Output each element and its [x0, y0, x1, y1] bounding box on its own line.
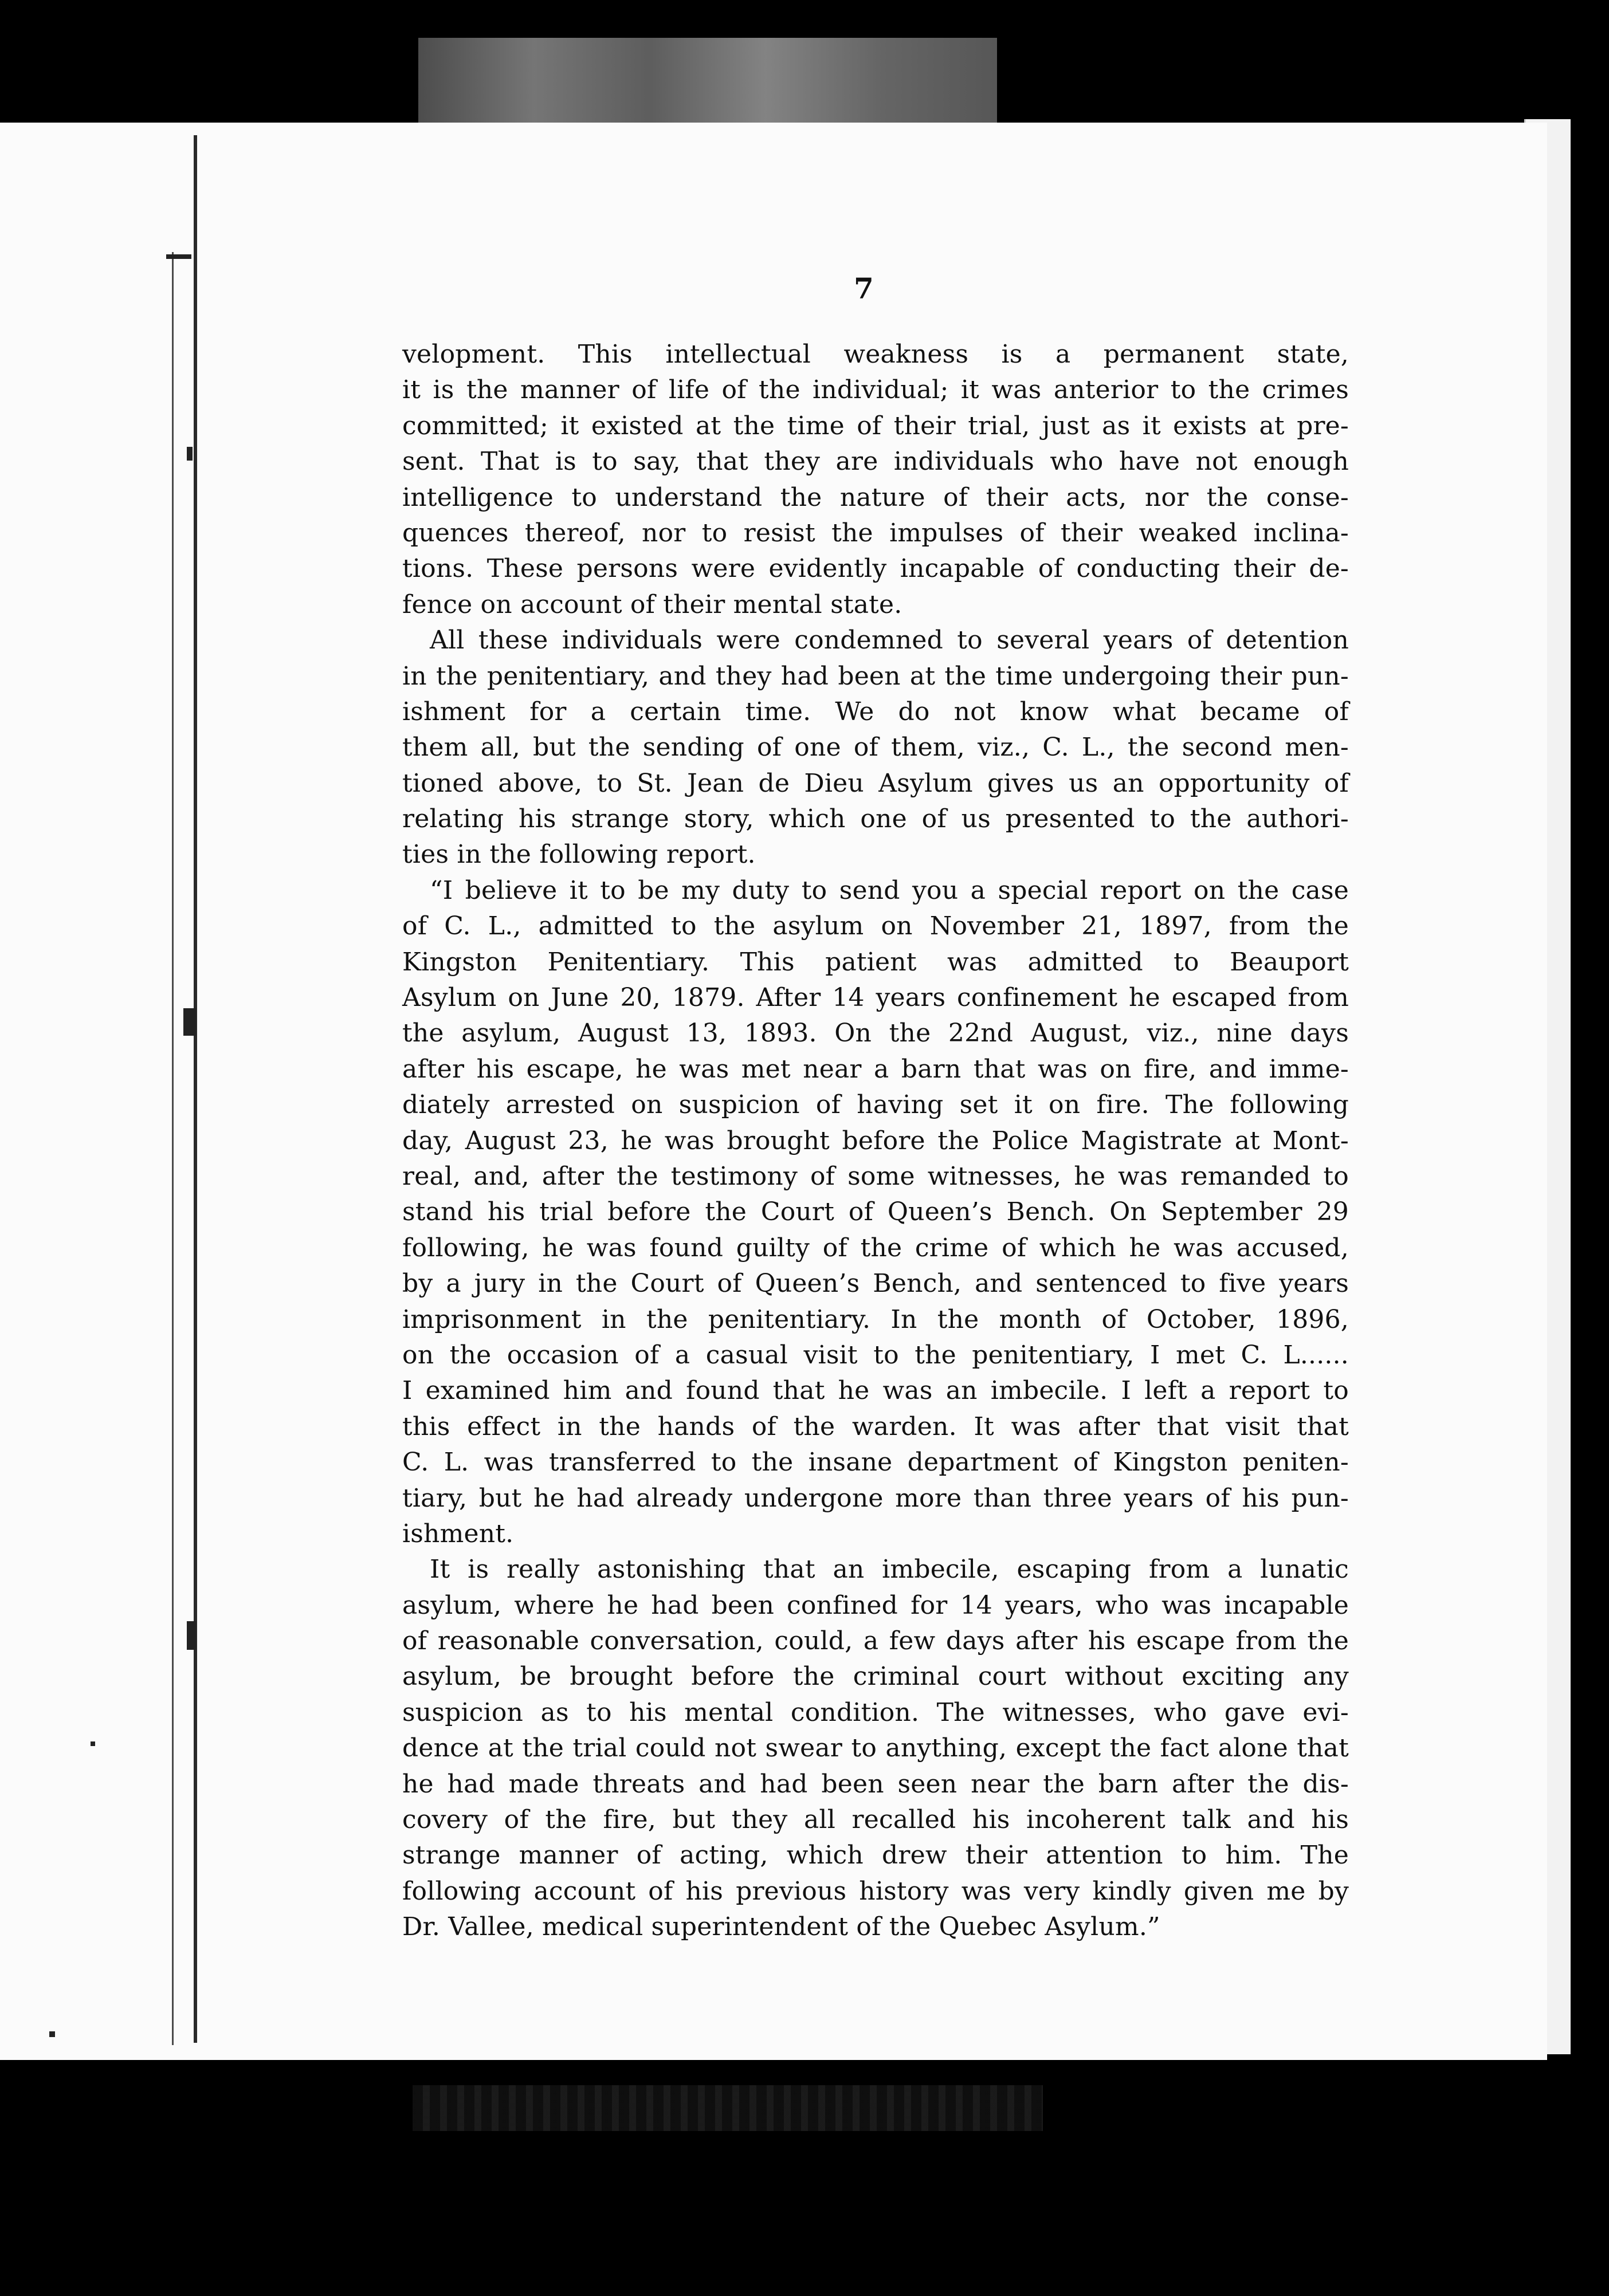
- text-line: real, and, after the testimony of some witnesses, he was remanded to: [402, 1161, 1349, 1191]
- text-line: following account of his previous history was very kindly given me by: [402, 1876, 1349, 1906]
- text-line: asylum, be brought before the criminal court without exciting any: [402, 1662, 1349, 1692]
- text-line: tiary, but he had already undergone more than three years of his pun-: [402, 1483, 1349, 1513]
- text-line: quences thereof, nor to resist the impulses of their weaked inclina-: [402, 518, 1349, 548]
- text-line: suspicion as to his mental condition. The witnesses, who gave evi-: [402, 1697, 1349, 1727]
- scan-bottom-noise: [413, 2085, 1043, 2131]
- paragraph: [402, 623, 1349, 873]
- margin-mark: [91, 1741, 95, 1746]
- text-line: sent. That is to say, that they are individuals who have not enough: [402, 447, 1349, 477]
- text-line: intelligence to understand the nature of their acts, nor the conse-: [402, 482, 1349, 512]
- binding-edge: [194, 135, 197, 2043]
- text-line: “I believe it to be my duty to send you a special report on the case: [430, 875, 1349, 905]
- margin-mark: [166, 254, 191, 259]
- paragraph: [402, 873, 1349, 1552]
- text-line: diately arrested on suspicion of having set it on fire. The following: [402, 1090, 1349, 1120]
- text-line: imprisonment in the penitentiary. In the month of October, 1896,: [402, 1304, 1349, 1334]
- text-line: It is really astonishing that an imbecile, escaping from a lunatic: [430, 1555, 1349, 1585]
- text-line: ishment.: [402, 1519, 514, 1548]
- text-line: tions. These persons were evidently incapable of conducting their de-: [402, 554, 1349, 584]
- text-line: day, August 23, he was brought before the Police Magistrate at Mont-: [402, 1126, 1349, 1155]
- text-line: following, he was found guilty of the crime of which he was accused,: [402, 1233, 1349, 1263]
- paragraph: [402, 1552, 1349, 1945]
- text-line: I examined him and found that he was an imbecile. I left a report to: [402, 1376, 1349, 1406]
- text-line: committed; it existed at the time of their trial, just as it exists at pre-: [402, 411, 1349, 441]
- text-line: covery of the fire, but they all recalled his incoherent talk and his: [402, 1805, 1349, 1835]
- text-line: ties in the following report.: [402, 840, 756, 870]
- text-line: by a jury in the Court of Queen’s Bench, and sentenced to five years: [402, 1269, 1349, 1299]
- text-line: on the occasion of a casual visit to the penitentiary, I met C. L......: [402, 1340, 1349, 1370]
- text-line: of reasonable conversation, could, a few days after his escape from the: [402, 1626, 1349, 1656]
- body-text: [402, 337, 1349, 1945]
- text-line: velopment. This intellectual weakness is a permanent state,: [402, 340, 1349, 369]
- text-line: relating his strange story, which one of us presented to the authori-: [402, 804, 1349, 834]
- text-line: after his escape, he was met near a barn that was on fire, and imme-: [402, 1054, 1349, 1084]
- text-line: the asylum, August 13, 1893. On the 22nd August, viz., nine days: [402, 1019, 1349, 1048]
- scan-top-strip: [418, 38, 997, 124]
- margin-line: [172, 252, 174, 2045]
- text-line: dence at the trial could not swear to anything, except the fact alone that: [402, 1733, 1349, 1763]
- text-line: C. L. was transferred to the insane department of Kingston peniten-: [402, 1448, 1349, 1477]
- margin-mark: [183, 1008, 196, 1036]
- text-line: of C. L., admitted to the asylum on November 21, 1897, from the: [402, 911, 1349, 941]
- text-line: All these individuals were condemned to several years of detention: [430, 626, 1349, 655]
- margin-mark: [187, 1621, 196, 1650]
- text-line: Asylum on June 20, 1879. After 14 years confinement he escaped from: [402, 983, 1349, 1013]
- text-line: Kingston Penitentiary. This patient was admitted to Beauport: [402, 947, 1349, 977]
- text-line: he had made threats and had been seen near the barn after the dis-: [402, 1769, 1349, 1799]
- text-line: this effect in the hands of the warden. It was after that visit that: [402, 1412, 1349, 1441]
- text-line: ishment for a certain time. We do not know what became of: [402, 697, 1349, 726]
- text-line: tioned above, to St. Jean de Dieu Asylum gives us an opportunity of: [402, 768, 1349, 798]
- text-line: asylum, where he had been confined for 14 years, who was incapable: [402, 1590, 1349, 1620]
- paragraph: [402, 337, 1349, 623]
- text-line: strange manner of acting, which drew their attention to him. The: [402, 1841, 1349, 1870]
- text-line: them all, but the sending of one of them, viz., C. L., the second men-: [402, 733, 1349, 762]
- page-number: 7: [854, 272, 874, 305]
- text-line: it is the manner of life of the individual; it was anterior to the crimes: [402, 375, 1349, 405]
- margin-mark: [49, 2031, 55, 2037]
- text-line: stand his trial before the Court of Queen’s Bench. On September 29: [402, 1197, 1349, 1227]
- text-line: Dr. Vallee, medical superintendent of the Quebec Asylum.”: [402, 1912, 1160, 1942]
- text-line: in the penitentiary, and they had been at the time undergoing their pun-: [402, 661, 1349, 691]
- text-line: fence on account of their mental state.: [402, 589, 902, 619]
- margin-mark: [187, 447, 193, 461]
